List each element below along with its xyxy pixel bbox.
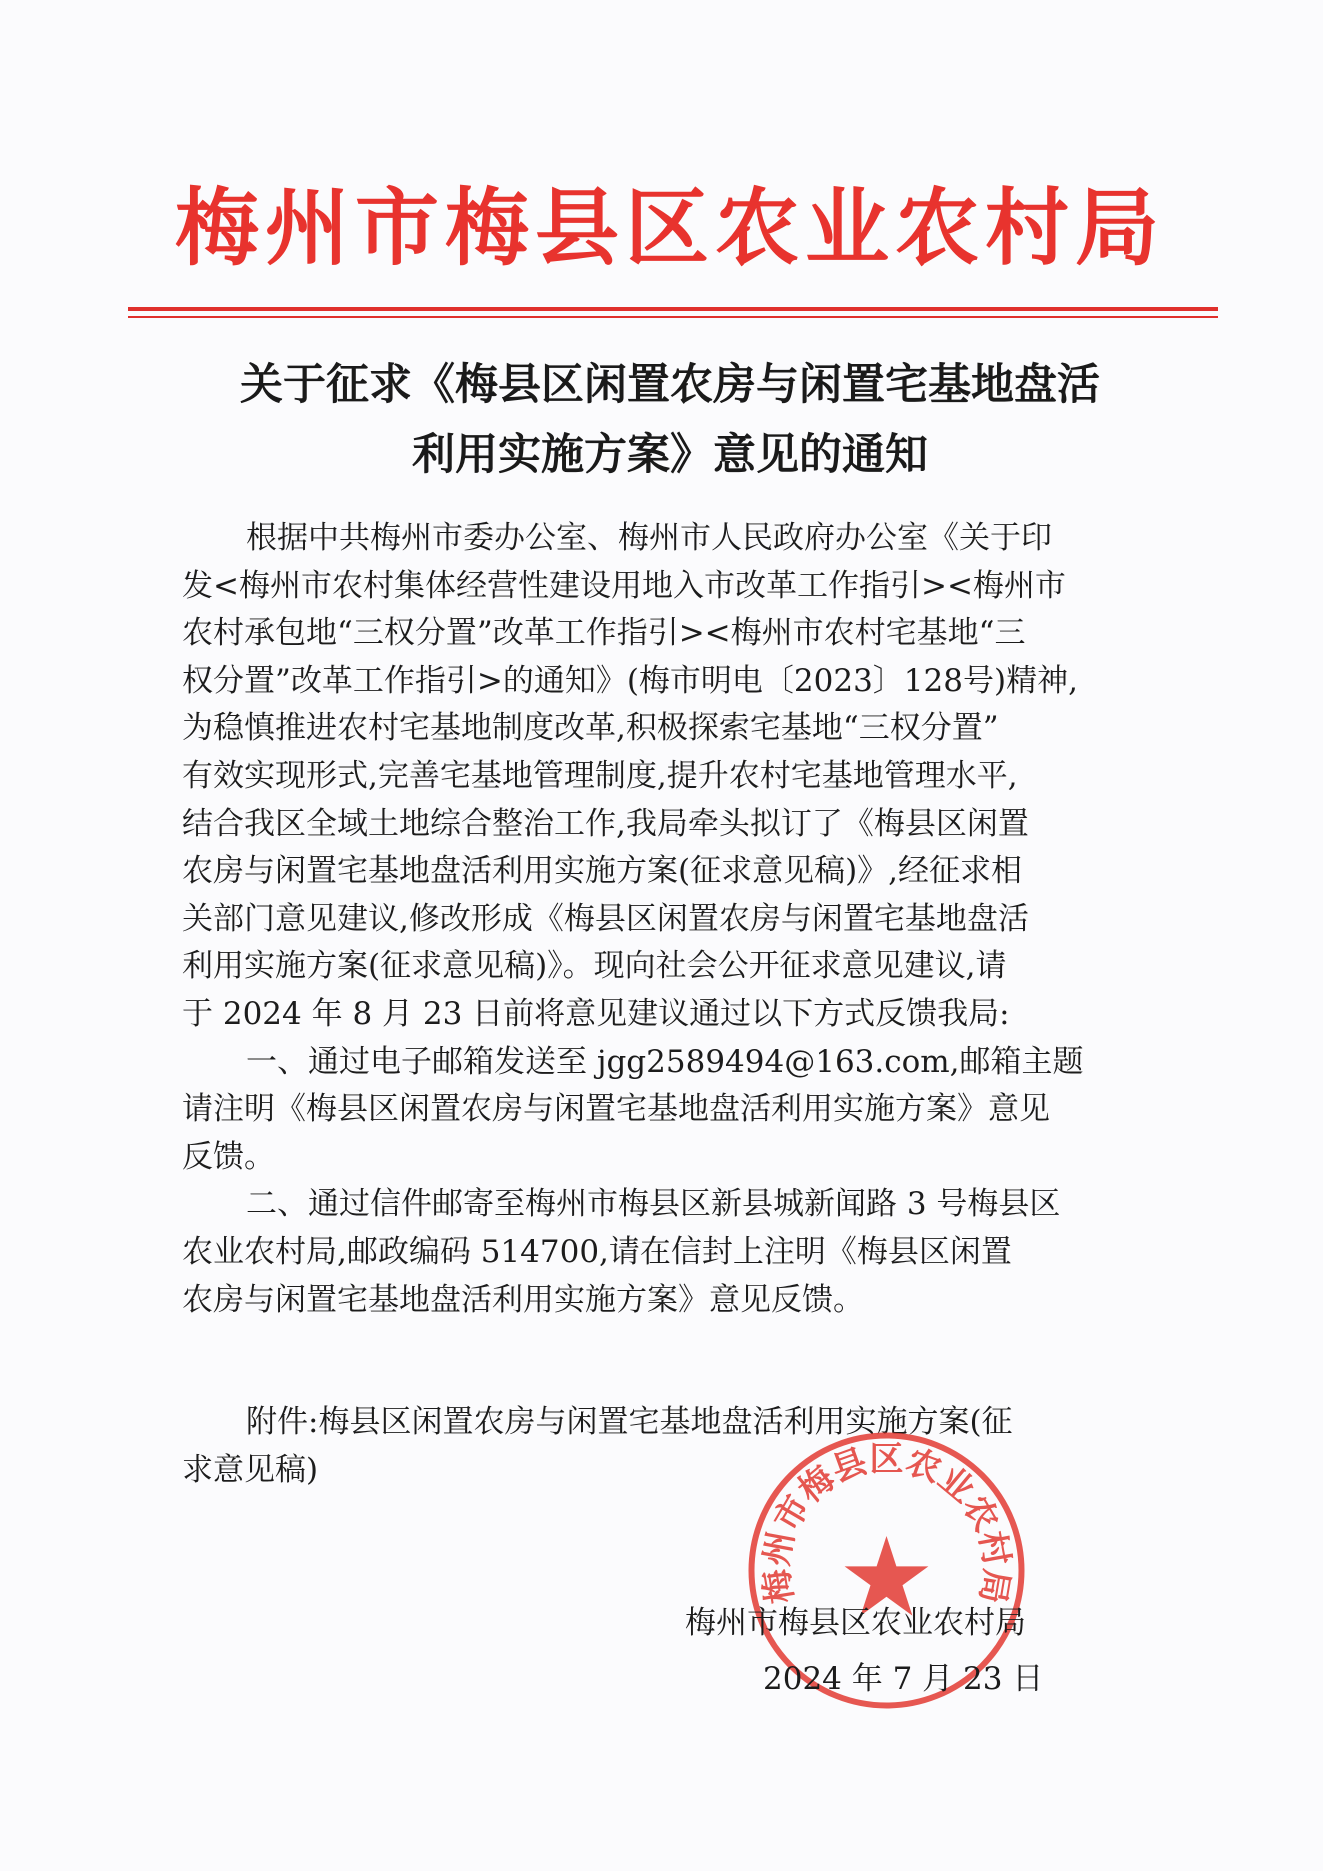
body-line: 反馈。: [182, 1138, 275, 1175]
body-line: 结合我区全域土地综合整治工作,我局牵头拟订了《梅县区闲置: [182, 805, 1029, 842]
document-body: [182, 515, 1172, 1324]
body-line: 权分置”改革工作指引>的通知》(梅市明电〔2023〕128号)精神,: [182, 662, 1078, 699]
attachment-line: 附件:梅县区闲置农房与闲置宅基地盘活利用实施方案(征: [246, 1404, 1013, 1440]
body-line: 农房与闲置宅基地盘活利用实施方案》意见反馈。: [182, 1281, 864, 1318]
body-line: 于 2024 年 8 月 23 日前将意见建议通过以下方式反馈我局:: [182, 995, 1010, 1032]
seal-text: 梅州市梅县区农业农村局: [756, 1439, 1017, 1607]
body-line: 发<梅州市农村集体经营性建设用地入市改革工作指引><梅州市: [182, 567, 1066, 604]
document-title-line-2: 利用实施方案》意见的通知: [412, 430, 928, 480]
letterhead-title: 梅州市梅县区农业农村局: [174, 179, 1165, 277]
body-line: 农业农村局,邮政编码 514700,请在信封上注明《梅县区闲置: [182, 1233, 1012, 1270]
document-title-line-1: 关于征求《梅县区闲置农房与闲置宅基地盘活: [240, 360, 1100, 410]
body-line: 农房与闲置宅基地盘活利用实施方案(征求意见稿)》,经征求相: [182, 853, 1023, 890]
letterhead-red-rule: [128, 307, 1218, 311]
signature-block: [685, 1595, 1105, 1707]
document-title: [150, 350, 1190, 490]
letterhead-red-rule-thin: [128, 316, 1218, 318]
attachment-line: 求意见稿): [182, 1451, 319, 1488]
body-line: 为稳慎推进农村宅基地制度改革,积极探索宅基地“三权分置”: [182, 710, 999, 747]
body-line: 关部门意见建议,修改形成《梅县区闲置农房与闲置宅基地盘活: [182, 900, 1029, 937]
body-line: 农村承包地“三权分置”改革工作指引><梅州市农村宅基地“三: [182, 615, 1026, 652]
body-line: 根据中共梅州市委办公室、梅州市人民政府办公室《关于印: [246, 520, 1052, 556]
signature-org: 梅州市梅县区农业农村局: [685, 1605, 1026, 1641]
body-line: 利用实施方案(征求意见稿)》。现向社会公开征求意见建议,请: [182, 948, 1007, 985]
body-line: 二、通过信件邮寄至梅州市梅县区新县城新闻路 3 号梅县区: [246, 1186, 1061, 1223]
signature-date: 2024 年 7 月 23 日: [763, 1661, 1044, 1697]
body-line: 有效实现形式,完善宅基地管理制度,提升农村宅基地管理水平,: [182, 757, 1018, 794]
body-line: 一、通过电子邮箱发送至 jgg2589494@163.com,邮箱主题: [246, 1043, 1084, 1080]
body-line: 请注明《梅县区闲置农房与闲置宅基地盘活利用实施方案》意见: [182, 1091, 1050, 1128]
